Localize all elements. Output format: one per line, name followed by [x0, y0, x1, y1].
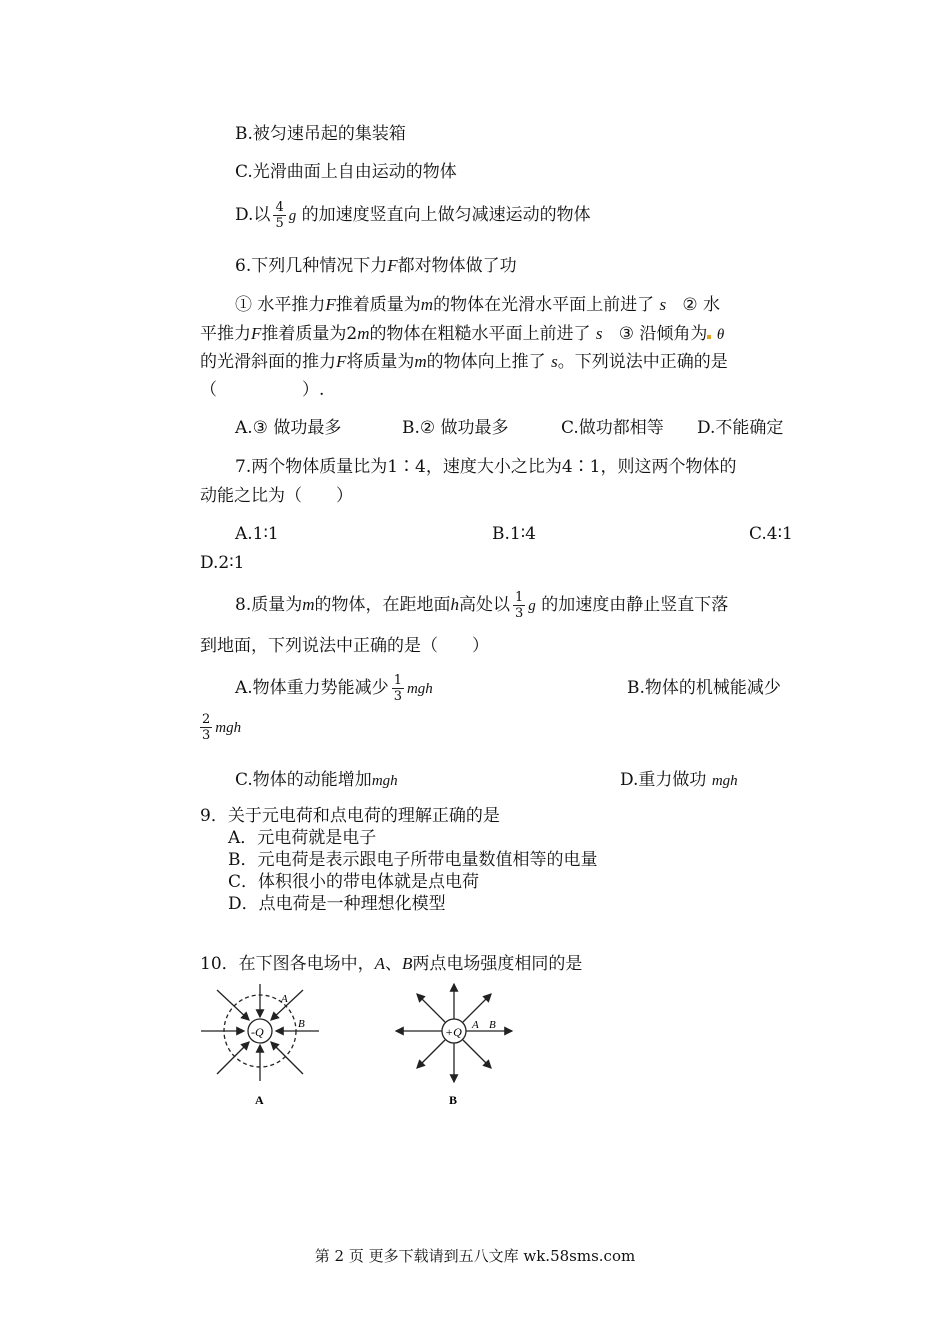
q8-option-b: B.物体的机械能减少	[627, 678, 781, 698]
q7-option-b: B.1∶4	[492, 524, 536, 544]
q6-option-b: B.② 做功最多	[402, 418, 509, 438]
q6-option-a: A.③ 做功最多	[235, 418, 342, 438]
figure-b-charge-label: +Q	[445, 1025, 462, 1039]
q9-option-a: A．元电荷就是电子	[228, 828, 377, 848]
q7-stem-line-2: 动能之比为（ ）	[200, 486, 353, 506]
q5-option-c: C.光滑曲面上自由运动的物体	[235, 162, 457, 182]
q5-option-d: D.以 $\frac{4}{5}$ g 的加速度竖直向上做匀减速运动的物体	[235, 200, 591, 231]
q8-option-b-value: $\frac{2}{3}$ mgh	[202, 712, 242, 743]
figure-a-point-b: B	[298, 1018, 305, 1030]
figure-a-negative-charge-field	[197, 980, 347, 1108]
q6-line-3: 的光滑斜面的推力F将质量为m的物体向上推了 s。下列说法中正确的是	[200, 352, 728, 372]
page-footer: 第 2 页 更多下载请到五八文库 wk.58sms.com	[314, 1247, 636, 1265]
fraction: $\frac{1}{3}$	[515, 590, 524, 621]
q9-option-c: C．体积很小的带电体就是点电荷	[228, 872, 480, 892]
q10-stem: 10．在下图各电场中，A、B两点电场强度相同的是	[200, 954, 583, 974]
figure-b-point-a: A	[472, 1019, 479, 1031]
q6-stem: 6.下列几种情况下力F都对物体做了功	[235, 256, 517, 276]
figure-a-caption: A	[255, 1093, 264, 1107]
q8-stem-line-1: 8.质量为m的物体，在距地面h高处以 $\frac{1}{3}$ g 的加速度由静止竖直下落	[235, 590, 729, 621]
q9-option-d: D．点电荷是一种理想化模型	[228, 894, 446, 914]
fraction: $\frac{1}{3}$	[393, 673, 402, 704]
q8-option-a: A.物体重力势能减少 $\frac{1}{3}$ mgh	[235, 673, 433, 704]
figure-b-caption: B	[449, 1093, 458, 1107]
q7-option-d: D.2∶1	[200, 553, 245, 573]
q8-option-c: C.物体的动能增加mgh	[235, 770, 398, 790]
figure-a-charge-label: -Q	[251, 1025, 264, 1039]
figure-b-positive-charge-field	[392, 980, 517, 1108]
q9-option-b: B．元电荷是表示跟电子所带电量数值相等的电量	[228, 850, 598, 870]
fraction: $\frac{4}{5}$	[275, 200, 284, 231]
marker-dot	[707, 335, 711, 339]
q6-answer-paren: （ ）.	[200, 380, 325, 400]
figure-a-point-a: A	[281, 993, 288, 1005]
q7-stem-line-1: 7.两个物体质量比为1∶4，速度大小之比为4∶1，则这两个物体的	[235, 457, 737, 477]
q5-option-b: B.被匀速吊起的集装箱	[235, 124, 406, 144]
q6-line-2: 平推力F推着质量为2m的物体在粗糙水平面上前进了 s ③ 沿倾角为 θ	[200, 324, 725, 344]
q6-line-1: ① 水平推力F推着质量为m的物体在光滑水平面上前进了 s ② 水	[235, 295, 720, 315]
figure-b-point-b: B	[489, 1019, 496, 1031]
fraction: $\frac{2}{3}$	[202, 712, 211, 743]
q8-option-d: D.重力做功 mgh	[620, 770, 738, 790]
q6-option-d: D.不能确定	[697, 418, 784, 438]
q7-option-c: C.4∶1	[749, 524, 793, 544]
q7-option-a: A.1∶1	[235, 524, 279, 544]
q8-stem-line-2: 到地面，下列说法中正确的是（ ）	[200, 636, 489, 656]
q9-stem: 9．关于元电荷和点电荷的理解正确的是	[200, 806, 500, 826]
q6-option-c: C.做功都相等	[561, 418, 664, 438]
